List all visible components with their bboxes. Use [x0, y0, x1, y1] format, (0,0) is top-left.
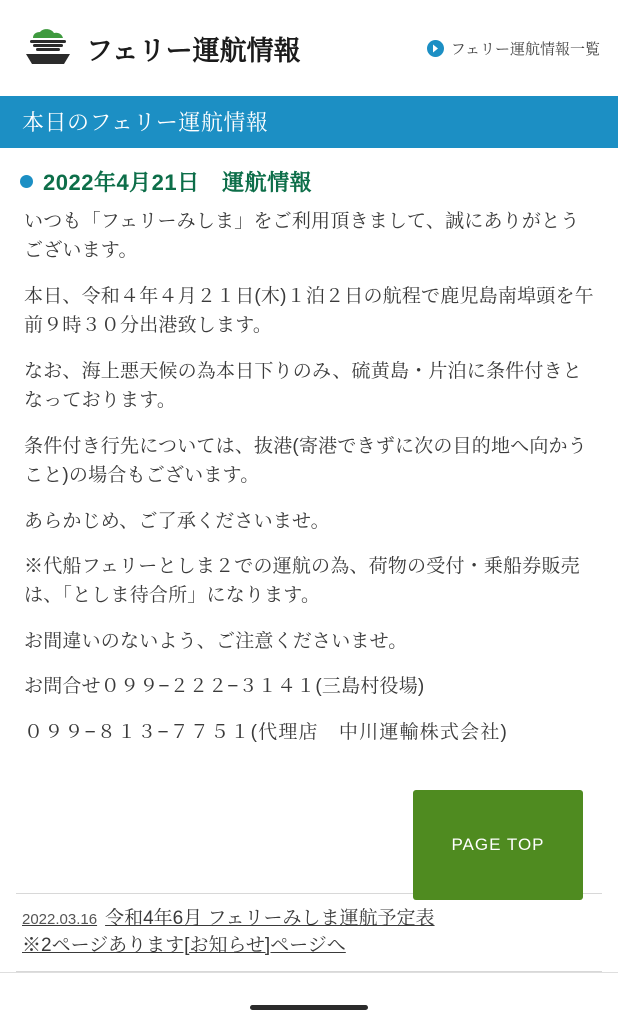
news-date: 2022.03.16	[22, 911, 98, 929]
article-headline	[20, 166, 598, 197]
page-top-button[interactable]: PAGE TOP	[413, 790, 583, 900]
arrow-circle-right-icon	[427, 40, 444, 57]
article-paragraph: いつも「フェリーみしま」をご利用頂きまして、誠にありがとうございます。	[24, 211, 580, 262]
article-paragraph: あらかじめ、ご了承くださいませ。	[24, 510, 330, 532]
article-paragraph: なお、海上悪天候の為本日下りのみ、硫黄島・片泊に条件付きとなっております。	[24, 360, 582, 412]
ferry-boat-icon	[20, 28, 78, 68]
article	[0, 148, 618, 887]
section-title: 本日のフェリー運航情報	[0, 96, 618, 148]
brand-title: フェリー運航情報	[86, 35, 301, 66]
bottom-bar	[0, 972, 618, 1024]
list-item[interactable]	[16, 894, 602, 972]
blue-dot-icon	[20, 175, 33, 188]
news-subtitle: ※2ページあります[お知らせ]ページへ	[22, 934, 346, 956]
ferry-info-list-link[interactable]	[427, 38, 604, 59]
brand[interactable]	[20, 28, 301, 68]
article-paragraph: お間違いのないよう、ご注意くださいませ。	[24, 630, 408, 652]
ferry-info-list-label: フェリー運航情報一覧	[450, 40, 600, 58]
article-paragraph: お問合せ０９９−２２２−３１４１(三島村役場)	[24, 676, 425, 698]
news-title: 令和4年6月 フェリーみしま運航予定表	[105, 908, 435, 930]
home-indicator[interactable]	[250, 1005, 368, 1010]
article-paragraph: 条件付き行先については、抜港(寄港できずに次の目的地へ向かうこと)の場合もございます。	[24, 435, 587, 487]
site-header	[0, 0, 618, 96]
article-paragraph: ０９９−８１３−７７５１(代理店 中川運輸株式会社)	[24, 721, 509, 743]
article-paragraph: ※代船フェリーとしま２での運航の為、荷物の受付・乗船券販売は、「としま待合所」になります。	[24, 555, 580, 607]
article-headline-text: 2022年4月21日 運航情報	[43, 170, 313, 195]
article-paragraph: 本日、令和４年４月２１日(木)１泊２日の航程で鹿児島南埠頭を午前９時３０分出港致します。	[24, 285, 594, 337]
